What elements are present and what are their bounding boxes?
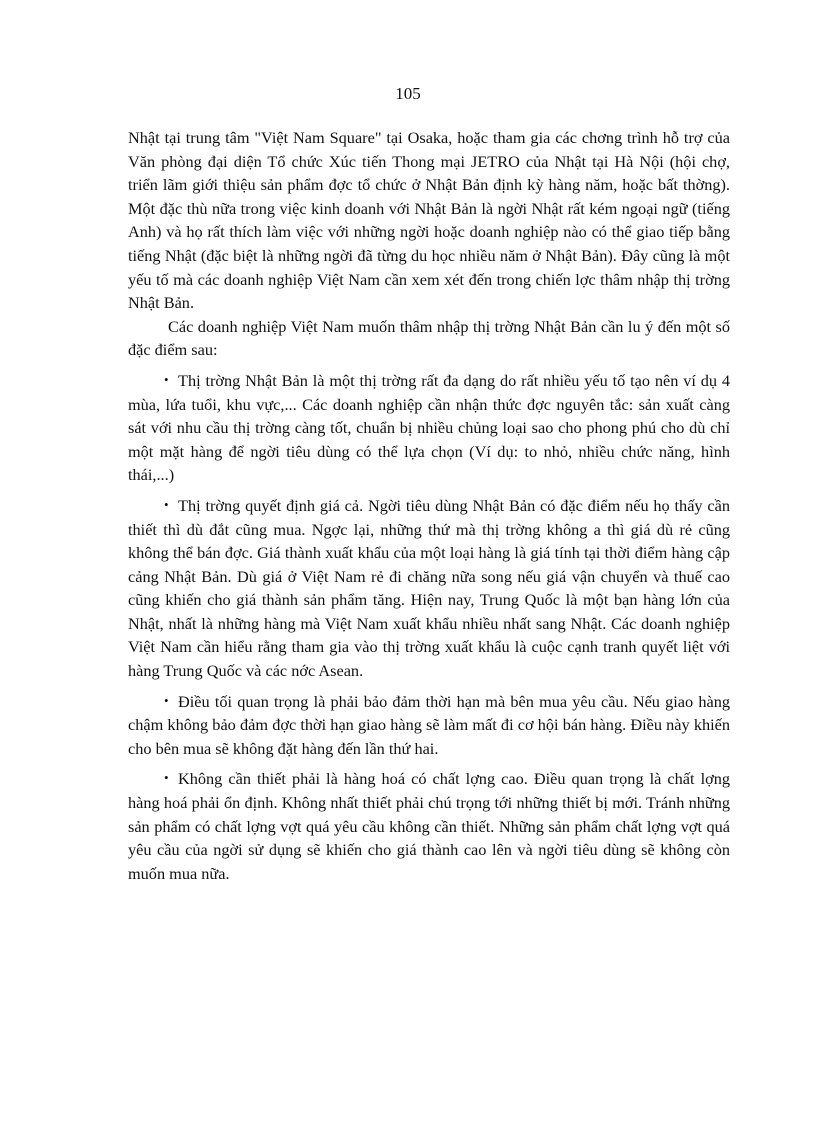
bullet-item-delivery-deadline — [128, 689, 730, 761]
bullet-text: Thị trờng quyết định giá cả. Ngời tiêu dùng Nhật Bản có đặc điểm nếu họ thấy cần thiết thì dù đắt cũng mua. Ngợc lại, những thứ mà thị trờng không a thì giá dù rẻ cũng không thể bán đợc. Giá thành xuất khẩu của một loại hàng là giá tính tại thời điểm hàng cập cảng Nhật Bản. Dù giá ở Việt Nam rẻ đi chăng nữa song nếu giá vận chuyển và thuế cao cũng khiến cho giá thành sản phẩm tăng. Hiện nay, Trung Quốc là một bạn hàng lớn của Nhật, nhất là những hàng mà Việt Nam xuất khẩu nhiều nhất sang Nhật. Các doanh nghiệp Việt Nam cần hiểu rằng tham gia vào thị trờng xuất khẩu là cuộc cạnh tranh quyết liệt với hàng Trung Quốc và các nớc Asean. — [128, 495, 730, 681]
bullet-icon: • — [164, 770, 169, 786]
paragraph-lead-in: Các doanh nghiệp Việt Nam muốn thâm nhập thị trờng Nhật Bản cần lu ý đến một số đặc điểm sau: — [128, 316, 730, 360]
bullet-icon: • — [164, 371, 169, 387]
bullet-text: Điều tối quan trọng là phải bảo đảm thời hạn mà bên mua yêu cầu. Nếu giao hàng chậm không bảo đảm đợc thời hạn giao hàng sẽ làm mất đi cơ hội bán hàng. Điều này khiến cho bên mua sẽ không đặt hàng đến lần thứ hai. — [128, 691, 730, 758]
body-text — [128, 126, 730, 885]
paragraph-intro: Nhật tại trung tâm "Việt Nam Square" tại Osaka, hoặc tham gia các chơng trình hỗ trợ của Văn phòng đại diện Tổ chức Xúc tiến Thong mại JETRO của Nhật tại Hà Nội (hội chợ, triển lãm giới thiệu sản phẩm đợc tổ chức ở Nhật Bản định kỳ hàng năm, hoặc bất thờng). Một đặc thù nữa trong việc kinh doanh với Nhật Bản là ngời Nhật rất kém ngoại ngữ (tiếng Anh) và họ rất thích làm việc với những ngời hoặc doanh nghiệp nào có thể giao tiếp bằng tiếng Nhật (đặc biệt là những ngời đã từng du học nhiều năm ở Nhật Bản). Đây cũng là một yếu tố mà các doanh nghiệp Việt Nam cần xem xét đến trong chiến lợc thâm nhập thị trờng Nhật Bản. — [128, 128, 730, 313]
page-number: 105 — [395, 84, 421, 103]
bullet-item-market-diversity — [128, 368, 730, 487]
bullet-item-pricing — [128, 493, 730, 683]
bullet-text: Không cần thiết phải là hàng hoá có chất lợng cao. Điều quan trọng là chất lợng hàng hoá phải ổn định. Không nhất thiết phải chú trọng tới những thiết bị mới. Tránh những sản phẩm có chất lợng vợt quá yêu cầu không cần thiết. Những sản phẩm chất lợng vợt quá yêu cầu của ngời sử dụng sẽ khiến cho giá thành cao lên và ngời tiêu dùng sẽ không còn muốn mua nữa. — [128, 769, 730, 883]
bullet-text: Thị trờng Nhật Bản là một thị trờng rất đa dạng do rất nhiều yếu tố tạo nên ví dụ 4 mùa, lứa tuổi, khu vực,... Các doanh nghiệp cần nhận thức đợc nguyên tắc: sản xuất càng sát với nhu cầu thị trờng càng tốt, chuẩn bị nhiều chủng loại sao cho phong phú cho dù chỉ một mặt hàng để ngời tiêu dùng có thể lựa chọn (Ví dụ: to nhỏ, nhiều chức năng, hình thái,...) — [128, 370, 730, 485]
bullet-icon: • — [164, 496, 169, 512]
bullet-icon: • — [164, 692, 169, 708]
bullet-item-quality — [128, 766, 730, 885]
